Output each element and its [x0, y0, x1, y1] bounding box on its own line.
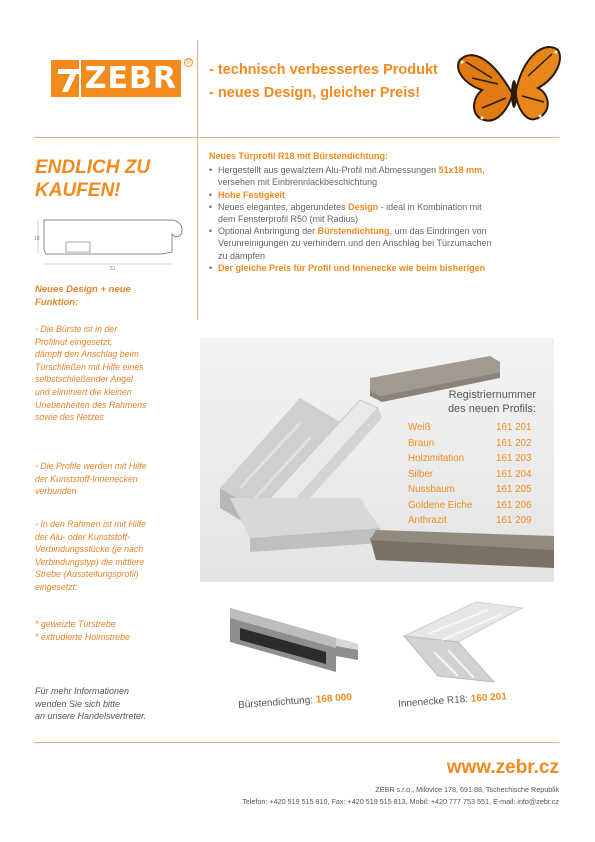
- left-paragraph-3: - In den Rahmen ist mit Hilfe der Alu- oder Kunststoff- Verbindungsstücke (je nach Verbindungstyp) die mittlere Strebe (Aussteifungsprofil) eingesetzt:: [35, 519, 146, 592]
- registry-row: Anthrazit 161 209: [408, 515, 532, 526]
- bottom-rule: [34, 742, 559, 743]
- brush-seal-caption: Bürstendichtung: 168 000: [237, 692, 353, 711]
- registry-table: [408, 420, 531, 529]
- headline: ENDLICH ZU KAUFEN!: [35, 157, 151, 201]
- registry-row: Weiß 161 201: [408, 422, 532, 433]
- brush-seal-profile-image: [226, 598, 362, 698]
- inner-corner-caption: Innenecke R18: 160 201: [397, 691, 508, 710]
- left-subtitle: Neues Design + neue Funktion:: [35, 284, 131, 308]
- logo-text: ZEBR: [81, 60, 181, 97]
- profile-cross-section-drawing: [32, 212, 184, 274]
- registry-title: Registriernummer des neuen Profils:: [447, 389, 536, 415]
- left-paragraph-2: - Die Profile werden mit Hilfe der Kunststoff-Innenecken verbunden: [35, 461, 147, 497]
- feature-list: [209, 150, 499, 274]
- inner-corner-image: [398, 596, 528, 692]
- company-address: ZEBR s.r.o., Milovice 178, 691 88, Tschechische Republik: [375, 785, 559, 794]
- tagline-1: - technisch verbessertes Produkt: [209, 62, 438, 78]
- feature-item: • Neues elegantes, abgerundetes Design - ideal in Kombination mit dem Fensterprofil R50 (mit Radius): [209, 201, 499, 225]
- left-paragraph-4: * geweizte Türstrebe * extrudierte Holmstrebe: [35, 619, 130, 642]
- logo-mark-icon: [51, 60, 79, 97]
- more-info-note: Für mehr Informationen wenden Sie sich bitte an unsere Handelsvertreter.: [35, 686, 147, 721]
- zebr-logo: [51, 60, 191, 97]
- column-divider-top: [197, 40, 198, 320]
- registered-icon: ®: [184, 58, 193, 67]
- website-link[interactable]: www.zebr.cz: [446, 757, 559, 778]
- feature-item: • Hohe Festigkeit: [209, 189, 499, 201]
- registry-row: Silber 161 204: [408, 468, 532, 480]
- left-paragraph-1: - Die Bürste ist in der Profilnut eingesetzt, dämpft den Anschlag beim Türschließen mit Hilfe eines selbstschließender Angel und eliminiert die kleinen Unebenheiten des Rahmens sowie des Netzes: [35, 324, 147, 423]
- butterfly-image: [452, 38, 564, 138]
- feature-item: • Hergestellt aus gewalztem Alu-Profil mit Abmessungen 51x18 mm, versehen mit Einbrennlackbeschichtung: [209, 164, 499, 188]
- feature-title: Neues Türprofil R18 mit Bürstendichtung:: [209, 151, 389, 161]
- feature-item: • Optional Anbringung der Bürstendichtung, um das Eindringen von Verunreinigungen zu verhindern und den Anschlag bei Türzumachen zu dämpfen: [209, 225, 499, 262]
- registry-row: Braun 161 202: [408, 437, 532, 449]
- tagline-2: - neues Design, gleicher Preis!: [209, 85, 421, 101]
- registry-row: Nussbaum 161 205: [408, 484, 532, 495]
- contact-details: Telefon: +420 519 515 810, Fax: +420 519 515 813, Mobil: +420 777 753 551, E-mail: info@zebr.cz: [242, 797, 559, 806]
- feature-item: • Der gleiche Preis für Profil und Innenecke wie beim bisherigen: [209, 262, 499, 274]
- drawing-dim-height: 18: [34, 236, 40, 242]
- registry-row: Holzimitation 161 203: [408, 453, 532, 464]
- registry-row: Goldene Eiche 161 206: [408, 499, 532, 511]
- drawing-dim-width: 51: [110, 266, 116, 272]
